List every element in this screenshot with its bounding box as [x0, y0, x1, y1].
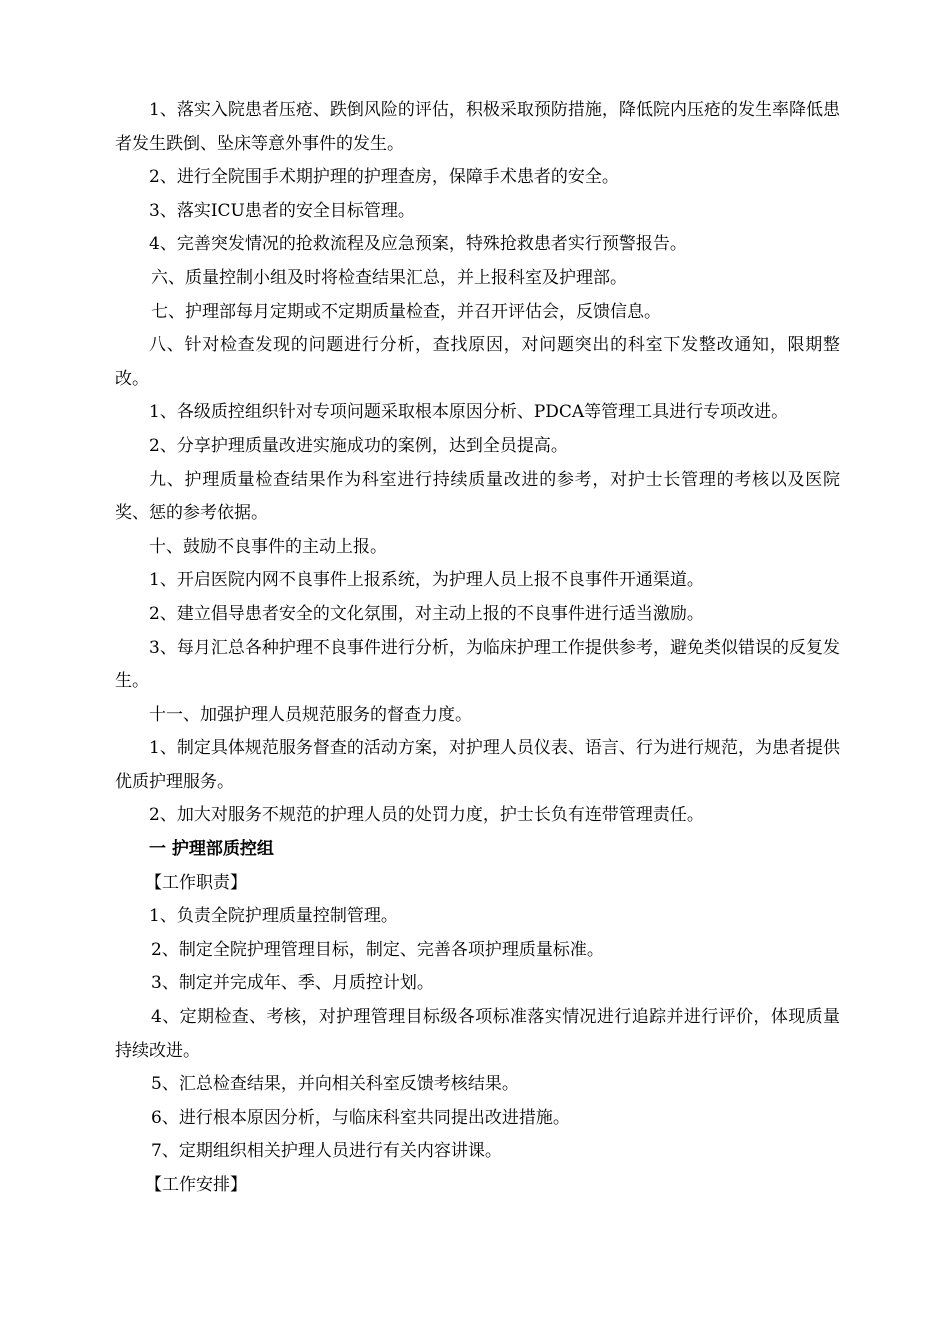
paragraph: 3、落实ICU患者的安全目标管理。	[149, 200, 415, 221]
paragraph: 十、鼓励不良事件的主动上报。	[149, 536, 387, 557]
paragraph: 2、加大对服务不规范的护理人员的处罚力度，护士长负有连带管理责任。	[149, 805, 704, 826]
paragraph: 九、护理质量检查结果作为科室进行持续质量改进的参考，对护士长管理的考核以及医院奖、惩的参考依据。	[115, 469, 840, 524]
duty-item: 2、制定全院护理管理目标，制定、完善各项护理质量标准。	[151, 939, 604, 960]
paragraph: 2、进行全院围手术期护理的护理查房，保障手术患者的安全。	[149, 167, 619, 188]
paragraph: 1、制定具体规范服务督查的活动方案，对护理人员仪表、语言、行为进行规范，为患者提供优质护理服务。	[115, 738, 840, 792]
duty-item: 4、定期检查、考核，对护理管理目标级各项标准落实情况进行追踪并进行评价，体现质量持续改进。	[115, 1007, 840, 1061]
duty-item: 6、进行根本原因分析，与临床科室共同提出改进措施。	[151, 1107, 570, 1128]
document-page	[115, 94, 840, 1203]
paragraph: 八、针对检查发现的问题进行分析，查找原因，对问题突出的科室下发整改通知，限期整改。	[115, 335, 840, 389]
paragraph: 1、落实入院患者压疮、跌倒风险的评估，积极采取预防措施，降低院内压疮的发生率降低患者发生跌倒、坠床等意外事件的发生。	[115, 100, 840, 154]
paragraph: 3、每月汇总各种护理不良事件进行分析，为临床护理工作提供参考，避免类似错误的反复发生。	[115, 637, 840, 692]
paragraph: 2、分享护理质量改进实施成功的案例，达到全员提高。	[149, 435, 568, 456]
paragraph: 1、各级质控组织针对专项问题采取根本原因分析、PDCA等管理工具进行专项改进。	[149, 402, 789, 423]
paragraph: 2、建立倡导患者安全的文化氛围，对主动上报的不良事件进行适当激励。	[149, 603, 704, 624]
duty-item: 7、定期组织相关护理人员进行有关内容讲课。	[151, 1141, 502, 1162]
arrangement-label: 【工作安排】	[145, 1175, 247, 1195]
paragraph: 4、完善突发情况的抢救流程及应急预案，特殊抢救患者实行预警报告。	[149, 234, 687, 255]
paragraph: 七、护理部每月定期或不定期质量检查，并召开评估会，反馈信息。	[151, 301, 661, 322]
duty-item: 3、制定并完成年、季、月质控计划。	[151, 973, 434, 994]
paragraph: 1、开启医院内网不良事件上报系统，为护理人员上报不良事件开通渠道。	[149, 570, 704, 591]
paragraph: 十一、加强护理人员规范服务的督查力度。	[149, 704, 472, 725]
duty-item: 5、汇总检查结果，并向相关科室反馈考核结果。	[151, 1074, 519, 1095]
duty-item: 1、负责全院护理质量控制管理。	[149, 906, 398, 927]
duties-label: 【工作职责】	[145, 872, 247, 893]
paragraph: 六、质量控制小组及时将检查结果汇总，并上报科室及护理部。	[151, 267, 627, 288]
section-heading: 一 护理部质控组	[149, 839, 274, 860]
